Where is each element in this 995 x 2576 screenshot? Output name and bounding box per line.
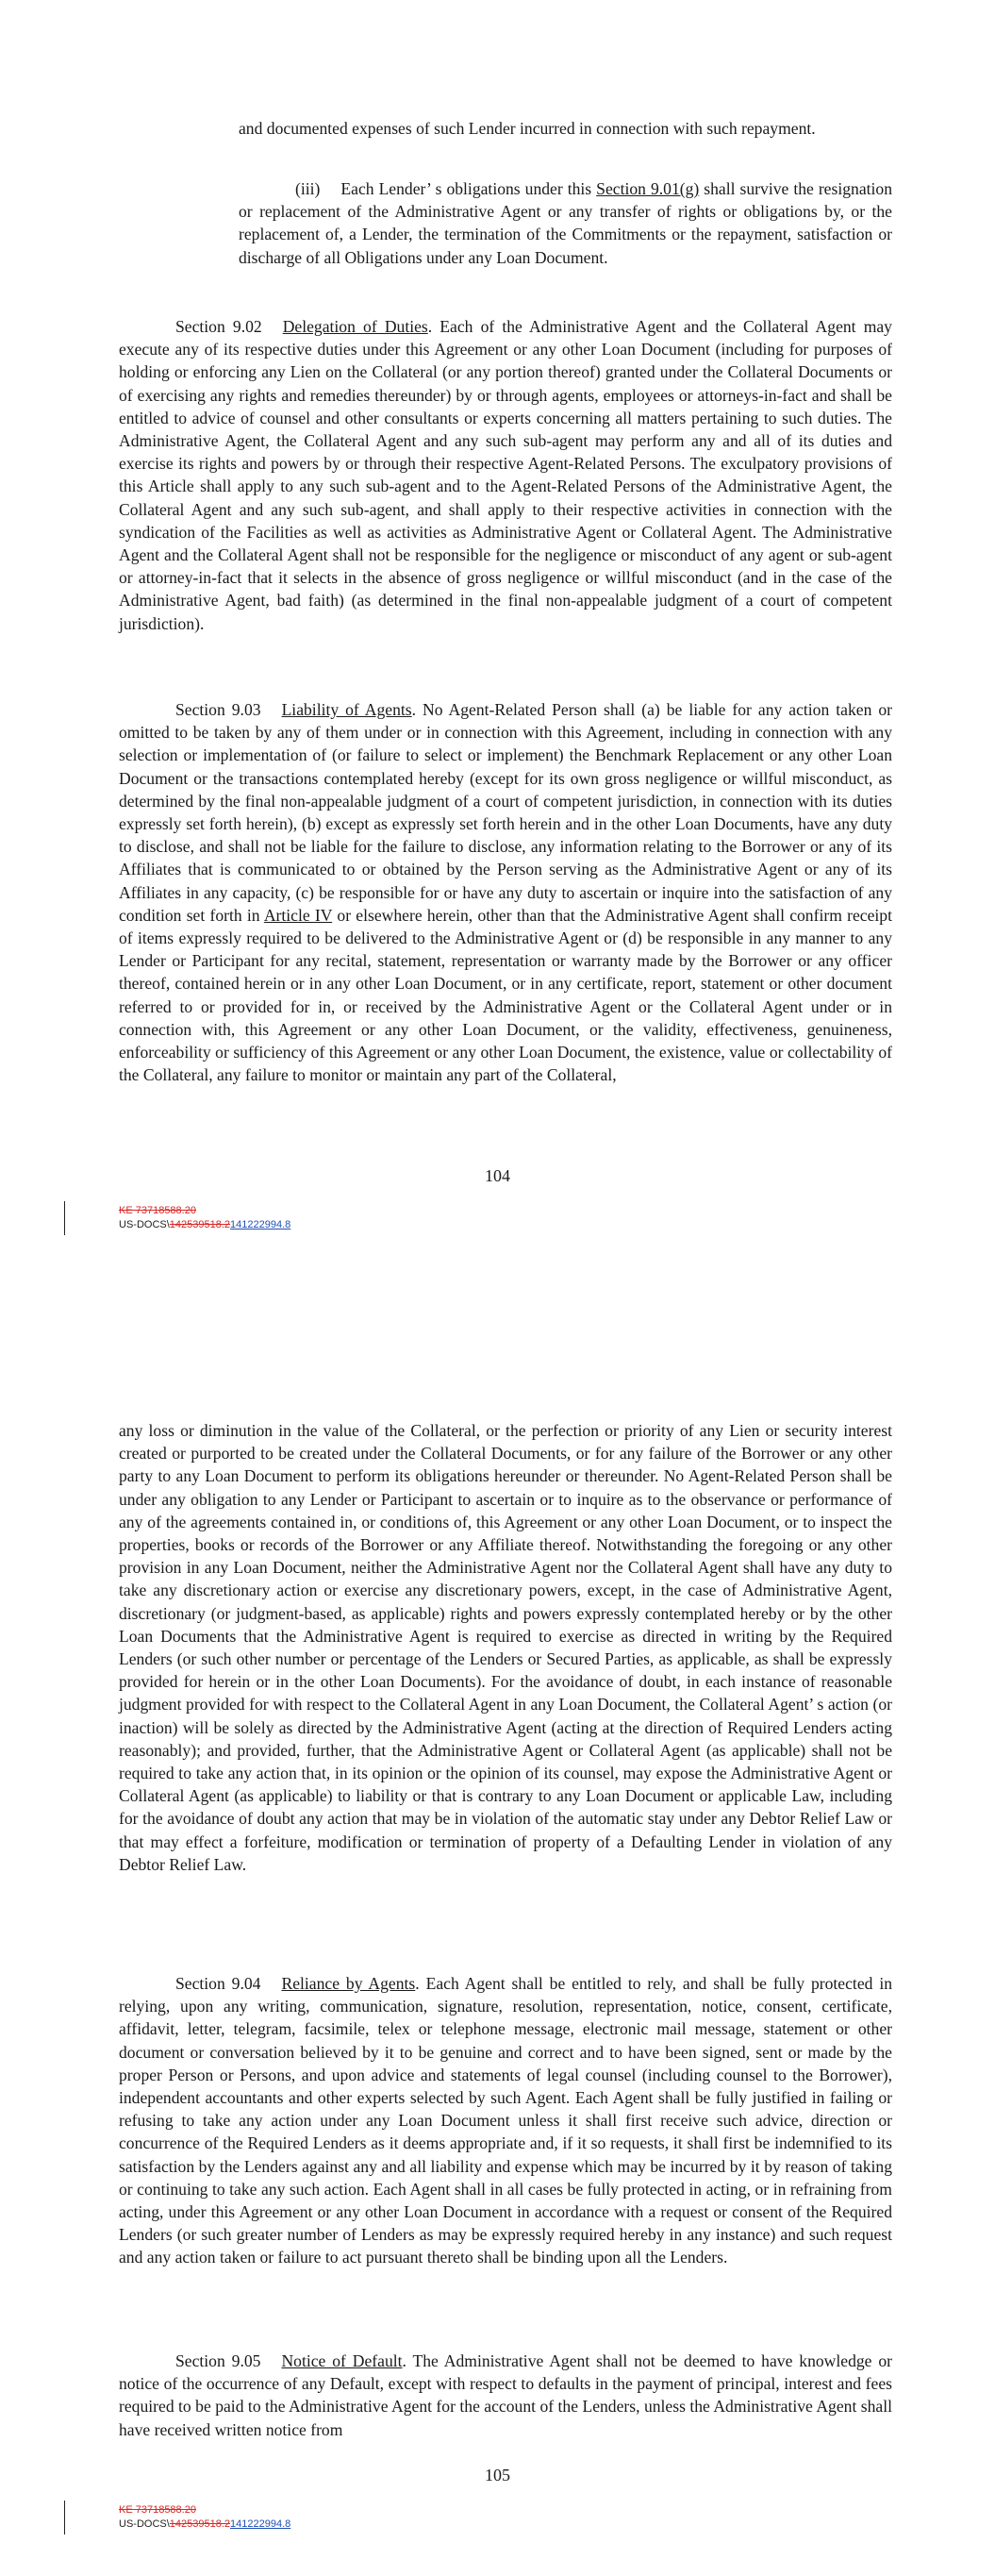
footer-old-reference: KE 73718588.20 (119, 1205, 196, 1216)
section-9-05: Section 9.05 Notice of Default. The Administrative Agent shall not be deemed to have knowledge or notice of the occurrence of any Default, except with respect to defaults in the payment of principal, interest and fees required to be paid to the Administrative Agent for the account of the Lenders, unless the Administrative Agent shall have received written notice from (119, 2351, 893, 2439)
change-bar (64, 2501, 65, 2534)
document-footer (119, 1204, 290, 1232)
section-title: Delegation of Duties (282, 317, 428, 336)
section-title: Liability of Agents (281, 700, 412, 719)
change-bar (64, 1201, 65, 1235)
section-9-04: Section 9.04 Reliance by Agents. Each Agent shall be entitled to rely, and shall be fully protected in relying, upon any writing, communication, signature, resolution, representation, notice, consent, certificate, affidavit, letter, telegram, facsimile, telex or telephone message, electronic mail message, statement or other document or conversation believed by it to be genuine and correct and to have been signed, sent or made by the proper Person or Persons, and upon advice and statements of legal counsel (including counsel to the Borrower), independent accountants and other experts selected by such Agent. Each Agent shall be fully justified in failing or refusing to take any action under any Loan Document unless it shall first receive such advice, direction or concurrence of the Required Lenders as it deems appropriate and, if it so requests, it shall first be indemnified to its satisfaction by the Lenders against any and all liability and expense which may be incurred by it by reason of taking or continuing to take any such action. Each Agent shall in all cases be fully protected in acting, or in refraining from acting, under this Agreement or any other Loan Document in accordance with a request or consent of the Required Lenders (or such greater number of Lenders as may be expressly required hereby in any instance) and such request and any action taken or failure to act pursuant thereto shall be binding upon all the Lenders. (119, 1974, 893, 2267)
footer-doc-id: US-DOCS\142539518.2141222994.8 (119, 1219, 291, 1230)
document-page-105 (0, 1397, 995, 2576)
section-title: Reliance by Agents (281, 1974, 416, 1993)
section-number: Section 9.03 (175, 700, 261, 719)
section-9-02: Section 9.02 Delegation of Duties. Each of the Administrative Agent and the Collateral Agent may execute any of its respective duties under this Agreement or any other Loan Document (including for purposes of holding or enforcing any Lien on the Collateral (or any portion thereof) granted under the Collateral Documents or of exercising any rights and remedies thereunder) by or through agents, employees or attorneys-in-fact and shall be entitled to advice of counsel and other consultants or experts concerning all matters pertaining to such duties. The Administrative Agent, the Collateral Agent and any such sub-agent may perform any and all of its duties and exercise its rights and powers by or through their respective Agent-Related Persons. The exculpatory provisions of this Article shall apply to any such sub-agent and to the Agent-Related Persons of the Administrative Agent, the Collateral Agent and any such sub-agent, and shall apply to their respective activities in connection with the syndication of the Facilities as well as activities as Administrative Agent or Collateral Agent. The Administrative Agent and the Collateral Agent shall not be responsible for the negligence or misconduct of any agent or sub-agent or attorney-in-fact that it selects in the absence of gross negligence or willful misconduct (and in the case of the Administrative Agent, bad faith) (as determined in the final non-appealable judgment of a court of competent jurisdiction). (119, 317, 892, 633)
section-title: Notice of Default (281, 2351, 403, 2370)
section-9-03: Section 9.03 Liability of Agents. No Agent-Related Person shall (a) be liable for any action taken or omitted to be taken by any of them under or in connection with this Agreement, including in connection with any selection or implementation of (or failure to select or implement) the Benchmark Replacement or any other Loan Document or the transactions contemplated hereby (except for its own gross negligence or willful misconduct, as determined by the final non-appealable judgment of a court of competent jurisdiction, in connection with its duties expressly set forth herein), (b) except as expressly set forth herein and in the other Loan Documents, have any duty to disclose, and shall not be liable for the failure to disclose, any information relating to the Borrower or any of its Affiliates that is communicated to or obtained by the Person serving as the Administrative Agent or any of its Affiliates in any capacity, (c) be responsible for or have any duty to ascertain or inquire into the satisfaction of any condition set forth in Article IV or elsewhere herein, other than that the Administrative Agent shall confirm receipt of items expressly required to be delivered to the Administrative Agent or (d) be responsible in any manner to any Lender or Participant for any recital, statement, representation or warranty made by the Borrower or any officer thereof, contained herein or in any other Loan Document, or in any certificate, report, statement or other document referred to or provided for in, or received by the Administrative Agent or the Collateral Agent under or in connection with, this Agreement or any other Loan Document, or the validity, effectiveness, genuineness, enforceability or sufficiency of this Agreement or any other Loan Document, the existence, value or collectability of the Collateral, any failure to monitor or maintain any part of the Collateral, (119, 700, 893, 1085)
document-footer (119, 2503, 290, 2532)
clause-label: (iii) (295, 179, 321, 198)
cross-reference-link[interactable]: Article IV (263, 905, 333, 925)
section-9-03-continuation: any loss or diminution in the value of the Collateral, or the perfection or priority of any Lien or security interest created or purported to be created under the Collateral Documents, or for any failure of the Borrower or any other party to any Loan Document to perform its obligations hereunder or thereunder. No Agent-Related Person shall be under any obligation to any Lender or Participant to ascertain or to inquire as to the observance or performance of any of the agreements contained in, or conditions of, this Agreement or any other Loan Document, or to inspect the properties, books or records of the Borrower or any Affiliate thereof. Notwithstanding the foregoing or any other provision in any Loan Document, neither the Administrative Agent nor the Collateral Agent shall have any duty to take any discretionary action or exercise any discretionary powers, except, in the case of Administrative Agent, discretionary (or judgment-based, as applicable) rights and powers expressly contemplated hereby or by the other Loan Documents that the Administrative Agent is required to exercise as directed in writing by the Required Lenders (or such other number or percentage of the Lenders or Secured Parties, as applicable, as shall be expressly provided for herein or in the other Loan Documents). For the avoidance of doubt, in each instance of reasonable judgment provided for with respect to the Collateral Agent in any Loan Document, the Collateral Agent’ s action (or inaction) will be solely as directed by the Administrative Agent (acting at the direction of Required Lenders acting reasonably); and provided, further, that the Administrative Agent or Collateral Agent (as applicable) shall not be required to take any action that, in its opinion or the opinion of its counsel, may expose the Administrative Agent or Collateral Agent (as applicable) to liability or that is contrary to any Loan Document or applicable Law, including for the avoidance of doubt any action that may be in violation of the automatic stay under any Debtor Relief Law or that may effect a forfeiture, modification or termination of property of a Defaulting Lender in violation of any Debtor Relief Law. (119, 1421, 892, 1874)
footer-old-reference: KE 73718588.20 (119, 2504, 196, 2516)
document-page-104 (0, 0, 995, 1255)
footer-doc-id: US-DOCS\142539518.2141222994.8 (119, 2518, 291, 2530)
paragraph-iii: (iii) Each Lender’ s obligations under this Section 9.01(g) shall survive the resignation or replacement of the Administrative Agent or any transfer of rights or obligations by, or the replacement of, a Lender, the termination of the Commitments or the repayment, satisfaction or discharge of all Obligations under any Loan Document. (239, 179, 892, 267)
paragraph-continuation: and documented expenses of such Lender incurred in connection with such repayment. (239, 119, 816, 138)
section-number: Section 9.04 (175, 1974, 261, 1993)
section-number: Section 9.02 (175, 317, 262, 336)
page-number: 104 (485, 1166, 510, 1185)
cross-reference-link[interactable]: Section 9.01(g) (596, 179, 700, 198)
section-number: Section 9.05 (175, 2351, 261, 2370)
page-number: 105 (485, 2466, 510, 2484)
